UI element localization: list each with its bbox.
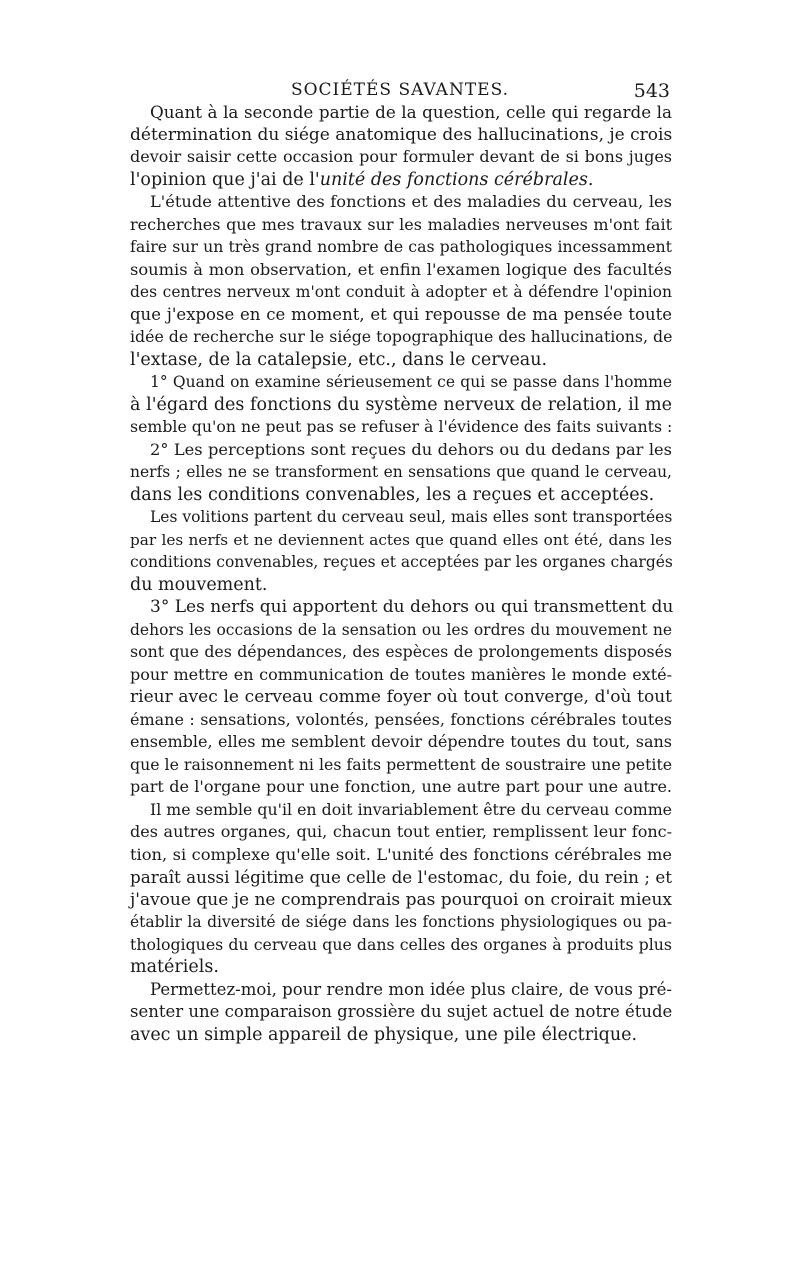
text-line-content: L'étude attentive des fonctions et des maladies du cerveau, les: [150, 192, 672, 211]
running-head: SOCIÉTÉS SAVANTES.: [290, 80, 510, 100]
text-line-content: Quant à la seconde partie de la question, celle qui regarde la: [150, 102, 672, 122]
text-line: [130, 101, 672, 124]
text-line: [130, 124, 672, 147]
text-line-content: devoir saisir cette occasion pour formuler devant de si bons juges: [130, 147, 672, 166]
text-line-content: faire sur un très grand nombre de cas pathologiques incessamment: [130, 237, 672, 256]
text-line: [130, 619, 672, 642]
text-line: [130, 889, 672, 912]
text-line-content: tion, si complexe qu'elle soit. L'unité des fonctions cérébrales me: [130, 844, 672, 864]
text-line: [130, 934, 672, 957]
text-line-tail: .: [587, 169, 594, 190]
text-line-content: des centres nerveux m'ont conduit à adopter et à défendre l'opinion: [130, 283, 672, 301]
text-line: [130, 754, 672, 777]
text-line: [130, 349, 672, 372]
page-number: 543: [633, 80, 670, 102]
text-line: [130, 371, 672, 394]
text-line-content: Il me semble qu'il en doit invariablement être du cerveau comme: [150, 799, 672, 819]
text-line: [130, 394, 672, 417]
text-line-content: l'opinion que j'ai de l': [130, 169, 320, 190]
text-line: [130, 799, 672, 822]
text-line: [130, 776, 672, 799]
text-line: [130, 551, 672, 574]
text-line: [130, 979, 672, 1002]
text-line: [130, 664, 672, 687]
text-line: [130, 191, 672, 214]
text-line-content: que j'expose en ce moment, et qui repousse de ma pensée toute: [130, 304, 672, 324]
text-line-content: du mouvement.: [130, 574, 268, 595]
text-line: [130, 844, 672, 867]
text-line-content: nerfs ; elles ne se transforment en sensations que quand le cerveau,: [130, 463, 672, 481]
text-line-content: senter une comparaison grossière du sujet actuel de notre étude: [130, 1002, 673, 1021]
text-line: [130, 731, 672, 754]
text-line: [130, 821, 672, 844]
text-line-content: pour mettre en communication de toutes manières le monde exté-: [130, 664, 672, 684]
text-line-content: matériels.: [130, 957, 219, 977]
text-line-content: 1° Quand on examine sérieusement ce qui se passe dans l'homme: [150, 373, 672, 391]
text-line-content: sont que des dépendances, des espèces de prolongements disposés: [130, 642, 672, 661]
text-line: [130, 304, 672, 327]
text-line-content: à l'égard des fonctions du système nerveux de relation, il me: [130, 394, 672, 415]
text-line-content: 2° Les perceptions sont reçues du dehors ou du dedans par les: [150, 439, 672, 459]
text-line: [130, 326, 672, 349]
text-line-content: l'extase, de la catalepsie, etc., dans le cerveau.: [130, 349, 548, 370]
text-line: [130, 484, 672, 507]
text-line-content: des autres organes, qui, chacun tout entier, remplissent leur fonc-: [130, 822, 672, 841]
text-line: [130, 439, 672, 462]
text-line-content: Permettez-moi, pour rendre mon idée plus claire, de vous pré-: [150, 979, 672, 999]
text-line: [130, 461, 672, 484]
text-line: [130, 169, 672, 192]
text-line-content: par les nerfs et ne deviennent actes que quand elles ont été, dans les: [130, 530, 672, 549]
text-line: [130, 866, 672, 889]
text-line: [130, 911, 672, 934]
italic-phrase: unité des fonctions cérébrales: [319, 169, 588, 190]
text-line-content: thologiques du cerveau que dans celles des organes à produits plus: [130, 934, 672, 954]
text-line: [130, 1024, 672, 1047]
text-line-content: détermination du siége anatomique des hallucinations, je crois: [130, 124, 673, 145]
text-line: [130, 529, 672, 552]
text-line-content: ensemble, elles me semblent devoir dépendre toutes du tout, sans: [130, 732, 672, 751]
text-line-content: rieur avec le cerveau comme foyer où tout converge, d'où tout: [130, 687, 672, 707]
text-line: [130, 686, 672, 709]
text-line-content: dans les conditions convenables, les a reçues et acceptées.: [130, 484, 655, 505]
text-line: [130, 1001, 672, 1024]
text-line-content: émane : sensations, volontés, pensées, fonctions cérébrales toutes: [130, 709, 672, 729]
text-line: [130, 956, 672, 979]
text-line-content: établir la diversité de siége dans les fonctions physiologiques ou pa-: [130, 913, 672, 931]
text-line: [130, 281, 672, 304]
text-line-content: conditions convenables, reçues et acceptées par les organes chargés: [130, 553, 673, 571]
text-line-content: paraît aussi légitime que celle de l'estomac, du foie, du rein ; et: [130, 867, 672, 887]
text-line-content: recherches que mes travaux sur les maladies nerveuses m'ont fait: [130, 214, 672, 234]
text-line-content: 3° Les nerfs qui apportent du dehors ou qui transmettent du: [150, 597, 674, 617]
text-line: [130, 574, 672, 597]
text-line-content: part de l'organe pour une fonction, une autre part pour une autre.: [130, 777, 672, 796]
text-line-content: soumis à mon observation, et enfin l'examen logique des facultés: [130, 259, 672, 279]
text-line: [130, 596, 672, 619]
text-line-content: j'avoue que je ne comprendrais pas pourquoi on croirait mieux: [130, 889, 672, 910]
text-line: [130, 709, 672, 732]
text-line: [130, 641, 672, 664]
text-line-content: que le raisonnement ni les faits permettent de soustraire une petite: [130, 754, 673, 774]
text-line: [130, 146, 672, 169]
text-line: [130, 506, 672, 529]
text-line: [130, 416, 672, 439]
text-line-content: avec un simple appareil de physique, une pile électrique.: [130, 1024, 638, 1045]
text-line-content: dehors les occasions de la sensation ou les ordres du mouvement ne: [130, 620, 672, 639]
text-line: [130, 214, 672, 237]
text-line-content: idée de recherche sur le siége topographique des hallucinations, de: [130, 327, 673, 346]
text-line-content: semble qu'on ne peut pas se refuser à l'évidence des faits suivants :: [130, 417, 673, 436]
text-line: [130, 259, 672, 282]
body-text: [130, 101, 672, 1046]
text-line-content: Les volitions partent du cerveau seul, mais elles sont transportées: [150, 508, 673, 526]
text-line: [130, 236, 672, 259]
